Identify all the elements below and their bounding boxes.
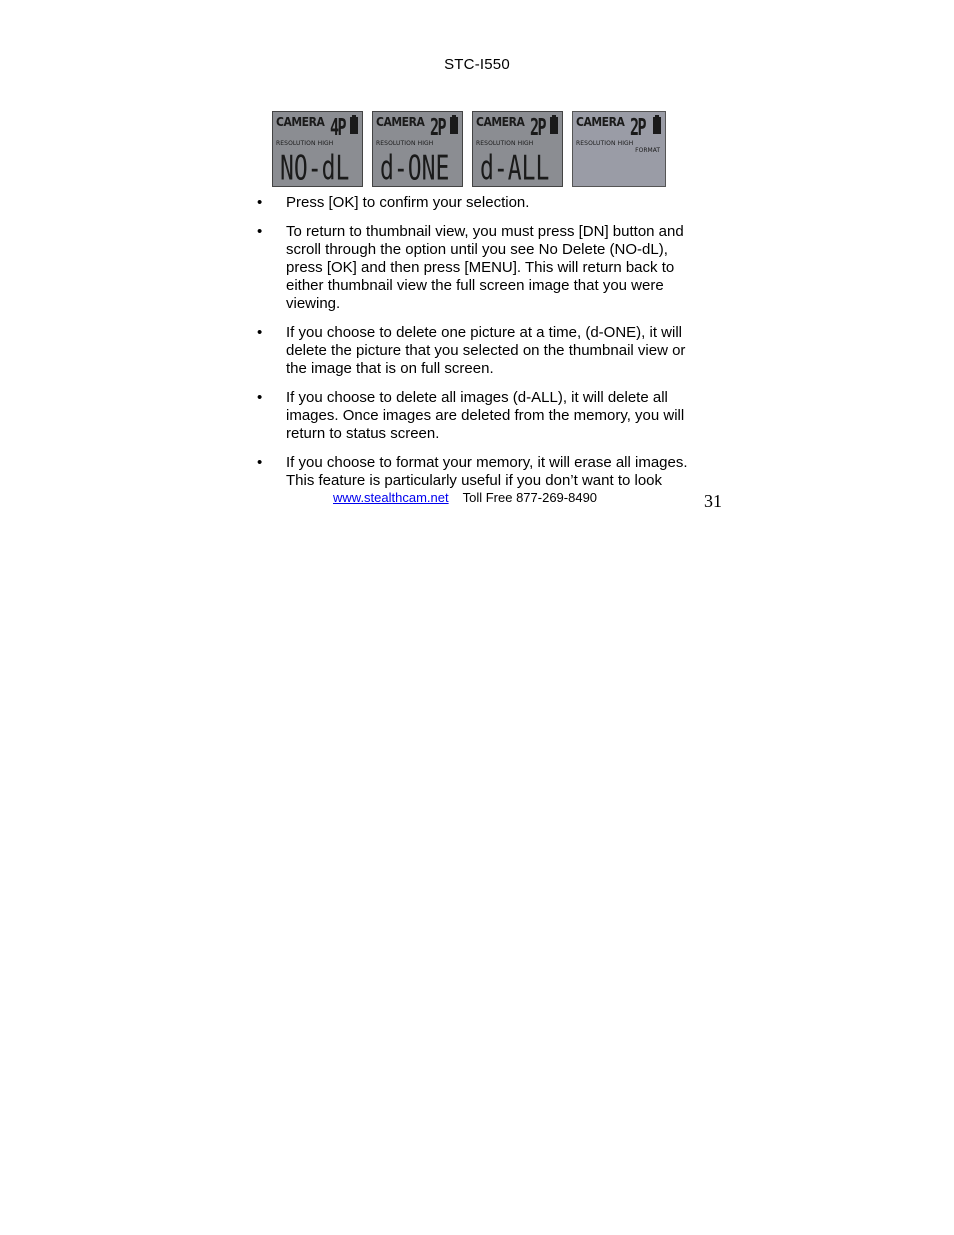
lcd-screen-delete-all (472, 111, 563, 187)
bullet-icon: • (257, 223, 263, 240)
lcd-screen-no-delete (272, 111, 363, 187)
bullet-icon: • (257, 389, 263, 406)
page-number: 31 (704, 491, 722, 511)
list-item-text: Press [OK] to confirm your selection. (286, 194, 530, 211)
battery-icon (350, 117, 358, 134)
bullet-icon: • (257, 324, 263, 341)
list-item (256, 194, 708, 212)
lcd-segment-display: d-ALL (480, 147, 550, 187)
lcd-camera-label: CAMERA (576, 115, 625, 129)
lcd-screens (272, 111, 672, 189)
lcd-resolution-label: RESOLUTION HIGH (376, 140, 434, 147)
lcd-segment-display: NO-dL (280, 147, 350, 187)
lcd-format-label: FORMAT (635, 147, 660, 154)
lcd-camera-label: CAMERA (276, 115, 325, 129)
battery-icon (550, 117, 558, 134)
lcd-resolution-label: RESOLUTION HIGH (576, 140, 634, 147)
bullet-icon: • (257, 194, 263, 211)
page-header: STC-I550 (444, 56, 510, 73)
battery-icon (450, 117, 458, 134)
lcd-resolution-label: RESOLUTION HIGH (476, 140, 534, 147)
lcd-picture-count: 2P (630, 113, 646, 141)
page-footer (333, 490, 597, 505)
list-item (256, 324, 708, 378)
list-item-text: To return to thumbnail view, you must press [DN] button and scroll through the option until you see No Delete (NO-dL), press [OK] and then press [MENU]. This will return back to either thumbnail view the full screen image that you were viewing. (286, 223, 684, 312)
list-item (256, 389, 708, 443)
lcd-screen-format (572, 111, 666, 187)
lcd-segment-display: d-ONE (380, 147, 450, 187)
lcd-camera-label: CAMERA (476, 115, 525, 129)
lcd-picture-count: 2P (430, 113, 446, 141)
instruction-list (256, 194, 708, 490)
list-item (256, 223, 708, 313)
lcd-picture-count: 4P (330, 113, 346, 141)
list-item (256, 454, 708, 490)
lcd-camera-label: CAMERA (376, 115, 425, 129)
list-item-text: If you choose to delete all images (d-ALL), it will delete all images. Once images are deleted from the memory, you will return to status screen. (286, 389, 685, 442)
bullet-icon: • (257, 454, 263, 471)
lcd-resolution-label: RESOLUTION HIGH (276, 140, 334, 147)
lcd-screen-delete-one (372, 111, 463, 187)
list-item-text: If you choose to delete one picture at a time, (d-ONE), it will delete the picture that you selected on the thumbnail view or the image that is on full screen. (286, 324, 686, 377)
battery-icon (653, 117, 661, 134)
toll-free-phone: Toll Free 877-269-8490 (462, 490, 598, 505)
list-item-text: If you choose to format your memory, it will erase all images. This feature is particularly useful if you don’t want to look (286, 454, 688, 489)
website-link[interactable]: www.stealthcam.net (333, 490, 449, 505)
lcd-picture-count: 2P (530, 113, 546, 141)
